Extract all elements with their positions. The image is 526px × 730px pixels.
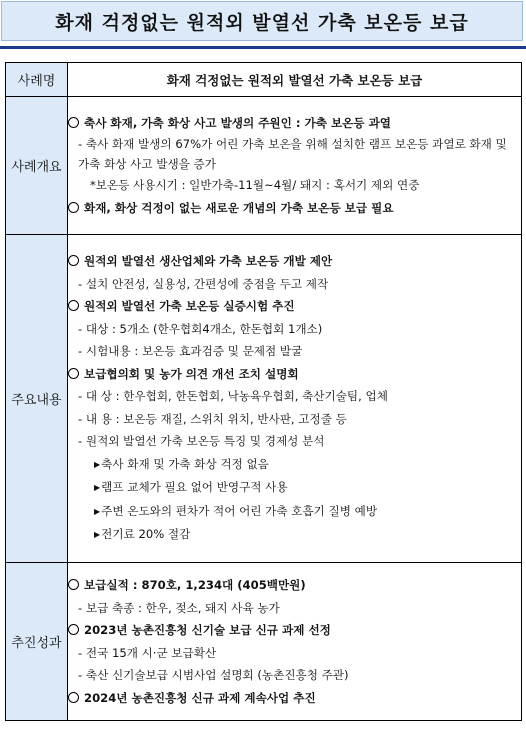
section-label: 사례개요 [11, 160, 62, 175]
circle-bullet-icon [68, 368, 79, 379]
header-title-cell [68, 63, 522, 97]
case-table [5, 62, 522, 721]
section-label-cell [6, 235, 68, 563]
detail-line: - 시험내용 : 보온등 효과검증 및 문제점 발굴 [78, 344, 303, 359]
section-row-overview [6, 97, 522, 235]
section-body-contents [68, 235, 522, 563]
sub-point [68, 453, 521, 477]
note-line: *보온등 사용시기 : 일반가축-11월~4월/ 돼지 : 혹서기 제외 연중 [90, 178, 420, 193]
table-header-row [6, 63, 522, 97]
sub-point-text: 램프 교체가 필요 없어 반영구적 사용 [101, 480, 288, 495]
triangle-bullet-icon: ▶ [94, 459, 101, 469]
header-label-cell [6, 63, 68, 97]
triangle-bullet-icon: ▶ [94, 506, 101, 516]
bullet-text: 원적외 발열선 가축 보온등 실증시험 추진 [84, 299, 295, 314]
bullet-item [68, 619, 521, 642]
bullet-text: 화재, 화상 걱정이 없는 새로운 개념의 가축 보온등 보급 필요 [84, 200, 394, 215]
sub-point-text: 축사 화재 및 가축 화상 걱정 없음 [101, 456, 269, 471]
triangle-bullet-icon: ▶ [94, 530, 101, 540]
section-label-cell [6, 563, 68, 721]
detail-line: - 대 상 : 한우협회, 한돈협회, 낙농육우협회, 축산기술팀, 업체 [78, 389, 388, 404]
bullet-item [68, 197, 521, 220]
detail-line: - 내 용 : 보온등 재질, 스위치 위치, 반사판, 고정줄 등 [78, 411, 347, 426]
sub-point-text: 주변 온도와의 편차가 적어 어린 가축 호흡기 질병 예방 [101, 503, 378, 518]
sub-point [68, 523, 521, 547]
detail-line: - 축사 화재 발생의 67%가 어린 가축 보온을 위해 설치한 램프 보온등 과열로 화재 및 가축 화상 사고 발생을 증가 [78, 137, 507, 172]
header-title: 화재 걱정없는 원적외 발열선 가축 보온등 보급 [166, 72, 423, 88]
detail-line: - 원적외 발열선 가축 보온등 특징 및 경제성 분석 [78, 434, 325, 449]
sub-point [68, 476, 521, 500]
sub-point [68, 500, 521, 524]
bullet-item [68, 574, 521, 597]
section-label-cell [6, 97, 68, 235]
detail-line: - 축산 신기술보급 시범사업 설명회 (농촌진흥청 주관) [78, 668, 349, 682]
page-title-box [1, 1, 523, 41]
detail-line: - 설치 안전성, 실용성, 간편성에 중점을 두고 제작 [78, 276, 329, 291]
circle-bullet-icon [68, 624, 79, 635]
sub-point-text: 전기료 20% 절감 [101, 527, 191, 542]
detail-line: - 전국 15개 시·군 보급확산 [78, 645, 217, 660]
detail-line: - 대상 : 5개소 (한우협회4개소, 한돈협회 1개소) [78, 321, 323, 336]
bullet-item [68, 687, 521, 710]
circle-bullet-icon [68, 692, 79, 703]
bullet-text: 보급실적 : 870호, 1,234대 (405백만원) [84, 578, 306, 592]
bullet-item [68, 363, 521, 386]
bullet-item [68, 250, 521, 273]
section-row-contents [6, 235, 522, 563]
detail-line: - 보급 축종 : 한우, 젖소, 돼지 사육 농가 [78, 600, 280, 615]
bullet-item [68, 295, 521, 318]
bullet-text: 축사 화재, 가축 화상 사고 발생의 주원인 : 가축 보온등 과열 [84, 115, 391, 130]
bullet-text: 보급협의회 및 농가 의견 개선 조치 설명회 [84, 366, 299, 381]
page-title: 화재 걱정없는 원적외 발열선 가축 보온등 보급 [55, 11, 469, 34]
circle-bullet-icon [68, 579, 79, 590]
bullet-text: 2023년 농촌진흥청 신기술 보급 신규 과제 선정 [84, 623, 331, 637]
section-label: 추진성과 [11, 636, 62, 651]
section-row-results [6, 563, 522, 721]
bullet-text: 원적외 발열선 생산업체와 가축 보온등 개발 제안 [84, 254, 333, 269]
bullet-item [68, 112, 521, 135]
title-divider [0, 46, 526, 49]
header-label: 사례명 [17, 74, 56, 89]
circle-bullet-icon [68, 255, 79, 266]
section-body-overview [68, 97, 522, 235]
section-body-results [68, 563, 522, 721]
circle-bullet-icon [68, 202, 79, 213]
circle-bullet-icon [68, 300, 79, 311]
section-label: 주요내용 [11, 393, 62, 408]
triangle-bullet-icon: ▶ [94, 483, 101, 493]
bullet-text: 2024년 농촌진흥청 신규 과제 계속사업 추진 [84, 690, 316, 705]
circle-bullet-icon [68, 117, 79, 128]
